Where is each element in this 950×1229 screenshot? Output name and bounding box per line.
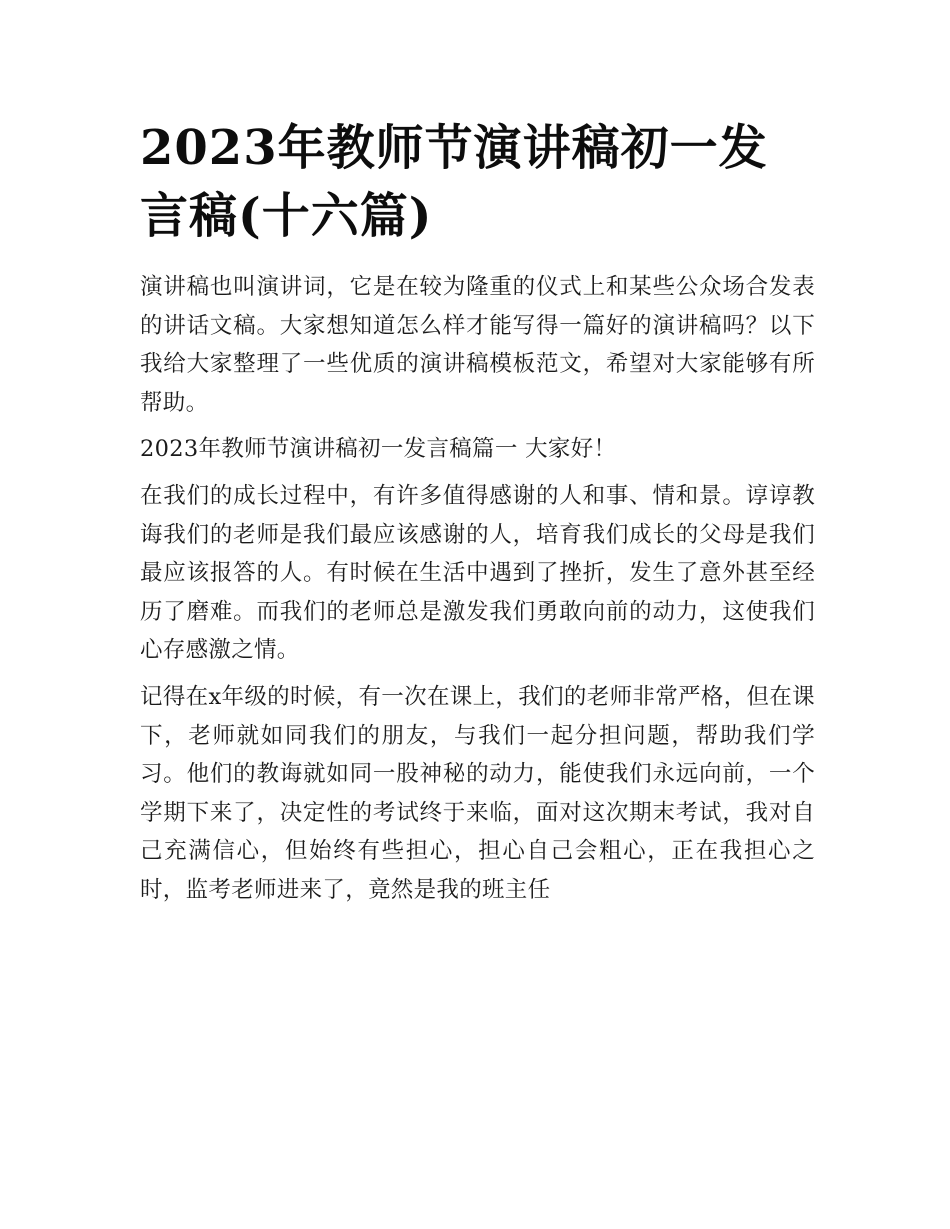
paragraph-heading-greeting: 2023年教师节演讲稿初一发言稿篇一 大家好！ [140,436,617,463]
document-body [140,268,815,910]
paragraph-memory: 记得在x年级的时候，有一次在课上，我们的老师非常严格，但在课下，老师就如同我们的朋友，与我们一起分担问题，帮助我们学习。他们的教诲就如同一股神秘的动力，能使我们永远向前，一个学期下来了，决定性的考试终于来临，面对这次期末考试，我对自己充满信心，但始终有些担心，担心自己会粗心，正在我担心之时，监考老师进来了，竟然是我的班主任 [140,683,815,903]
paragraph-intro: 演讲稿也叫演讲词，它是在较为隆重的仪式上和某些公众场合发表的讲话文稿。大家想知道怎么样才能写得一篇好的演讲稿吗？以下我给大家整理了一些优质的演讲稿模板范文，希望对大家能够有所帮助。 [140,274,815,416]
paragraph-gratitude: 在我们的成长过程中，有许多值得感谢的人和事、情和景。谆谆教诲我们的老师是我们最应该感谢的人，培育我们成长的父母是我们最应该报答的人。有时候在生活中遇到了挫折，发生了意外甚至经历了磨难。而我们的老师总是激发我们勇敢向前的动力，这使我们心存感激之情。 [140,482,815,664]
document-title: 2023年教师节演讲稿初一发言稿(十六篇) [140,120,768,244]
document-page [140,114,815,910]
